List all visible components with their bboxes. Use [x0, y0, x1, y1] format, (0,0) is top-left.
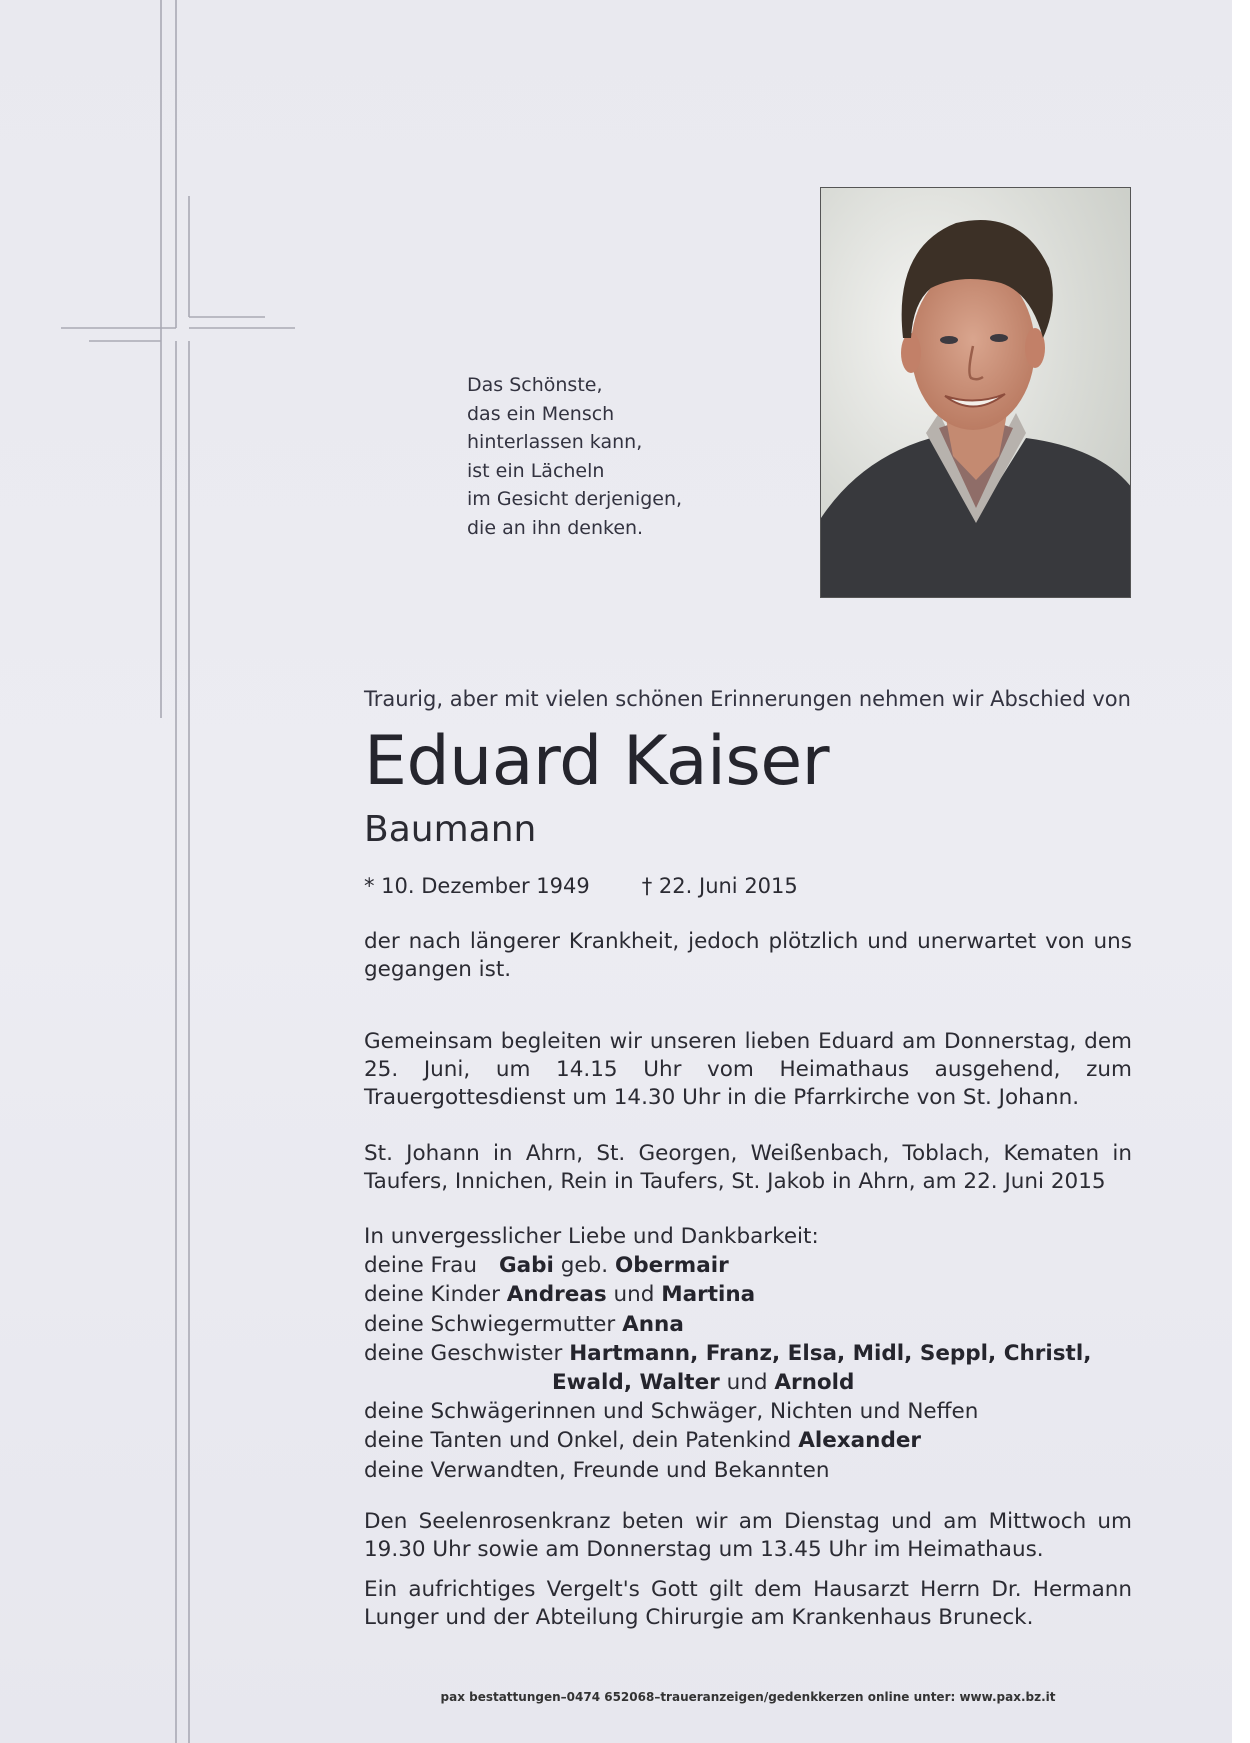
mourner-name: Obermair	[614, 1253, 729, 1279]
memorial-quote	[467, 371, 727, 543]
rosary-paragraph: Den Seelenrosenkranz beten wir am Dienstag und am Mittwoch um 19.30 Uhr sowie am Donnerstag um 13.45 Uhr im Heimathaus.	[364, 1509, 1132, 1562]
mourners-list	[364, 1222, 1132, 1485]
relation-label: deine Tanten und Onkel, dein Patenkind	[364, 1428, 792, 1454]
mourner-name: Alexander	[798, 1428, 922, 1454]
quote-line: ist ein Lächeln	[467, 459, 605, 482]
mourner-name: Arnold	[774, 1370, 855, 1396]
mourners-heading: In unvergesslicher Liebe und Dankbarkeit:	[364, 1224, 819, 1249]
footer-imprint: pax bestattungen–0474 652068–traueranzeigen/gedenkkerzen online unter: www.pax.bz.it	[440, 1690, 1056, 1704]
mourner-name: Gabi	[498, 1253, 554, 1279]
relation-label: deine Geschwister	[364, 1340, 563, 1366]
mourner-row-aunts	[364, 1426, 1132, 1455]
mourner-row-siblings-cont	[364, 1368, 1132, 1397]
relation-label: deine Schwiegermutter	[364, 1311, 616, 1337]
relation-label: deine Frau	[364, 1253, 477, 1279]
mourner-row-relatives: deine Verwandten, Freunde und Bekannten	[364, 1457, 830, 1483]
mourner-name: Martina	[661, 1282, 756, 1308]
quote-line: im Gesicht derjenigen,	[467, 488, 683, 511]
intro-text: Traurig, aber mit vielen schönen Erinnerungen nehmen wir Abschied von	[364, 687, 1131, 711]
deceased-name: Eduard Kaiser	[364, 722, 830, 801]
quote-line: das ein Mensch	[467, 402, 615, 425]
mourner-name: Andreas	[506, 1282, 607, 1308]
life-dates	[364, 874, 1132, 898]
mourner-row-inlaws: deine Schwägerinnen und Schwäger, Nichten und Neffen	[364, 1399, 979, 1425]
birth-date: * 10. Dezember 1949	[364, 874, 590, 898]
conjunction: und	[613, 1282, 655, 1308]
mourner-row-siblings	[364, 1339, 1132, 1368]
conjunction: und	[726, 1370, 768, 1396]
portrait-photo	[820, 187, 1131, 598]
death-date: † 22. Juni 2015	[641, 874, 798, 898]
cross-icon	[0, 0, 320, 1743]
quote-line: hinterlassen kann,	[467, 431, 643, 454]
relation-label: deine Kinder	[364, 1282, 500, 1308]
places-paragraph: St. Johann in Ahrn, St. Georgen, Weißenbach, Toblach, Kematen in Taufers, Innichen, Rein in Taufers, St. Jakob in Ahrn, am 22. Juni 2015	[364, 1141, 1132, 1194]
mourner-name: Hartmann, Franz, Elsa, Midl, Seppl, Christl,	[569, 1340, 1092, 1366]
funeral-paragraph: Gemeinsam begleiten wir unseren lieben Eduard am Donnerstag, dem 25. Juni, um 14.15 Uhr vom Heimathaus ausgehend, zum Trauergottesdienst um 14.30 Uhr in die Pfarrkirche von St. Johann.	[364, 1029, 1132, 1110]
quote-line: Das Schönste,	[467, 374, 603, 396]
mourner-name: Ewald, Walter	[552, 1370, 720, 1396]
deceased-nickname: Baumann	[364, 809, 537, 850]
illness-paragraph: der nach längerer Krankheit, jedoch plötzlich und unerwartet von uns gegangen ist.	[364, 929, 1132, 982]
quote-line: die an ihn denken.	[467, 516, 644, 539]
mourner-row-mother-in-law	[364, 1310, 1132, 1339]
mourner-row-wife	[364, 1251, 1132, 1280]
mourner-row-children	[364, 1280, 1132, 1309]
mourner-name: Anna	[622, 1311, 684, 1337]
thanks-paragraph: Ein aufrichtiges Vergelt's Gott gilt dem Hausarzt Herrn Dr. Hermann Lunger und der Abteilung Chirurgie am Krankenhaus Bruneck.	[364, 1577, 1132, 1630]
relation-label: geb.	[560, 1253, 609, 1279]
